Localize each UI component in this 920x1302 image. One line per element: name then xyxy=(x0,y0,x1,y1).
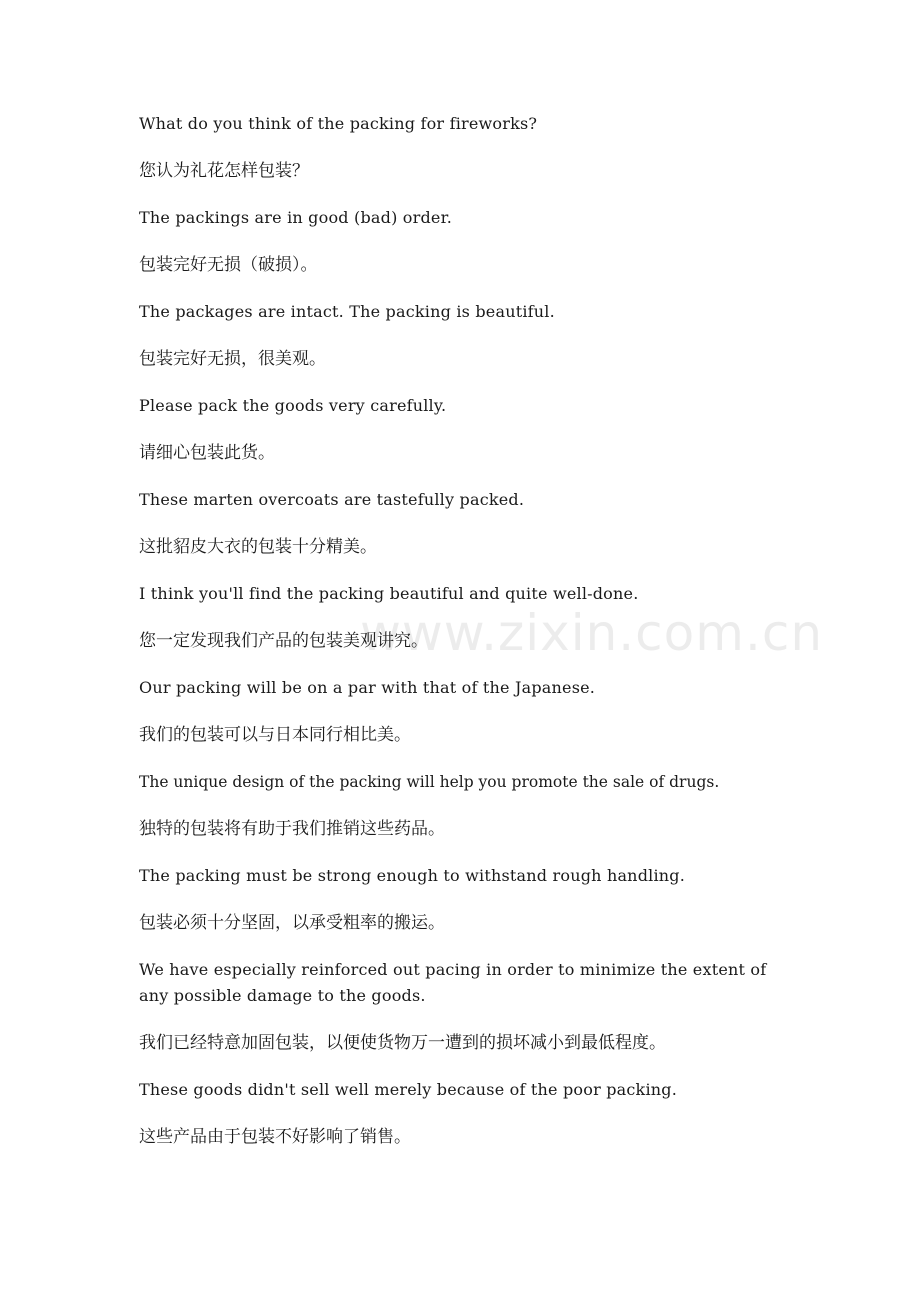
english-sentence: These marten overcoats are tastefully packed. xyxy=(139,490,525,509)
chinese-translation: 我们已经特意加固包装，以便使货物万一遭到的损坏减小到最低程度。 xyxy=(139,1033,666,1053)
watermark: www.zixin.com.cn xyxy=(360,604,824,662)
english-sentence: The unique design of the packing will help you promote the sale of drugs. xyxy=(139,773,720,791)
chinese-translation: 您一定发现我们产品的包装美观讲究。 xyxy=(139,631,428,651)
english-sentence: Our packing will be on a par with that of the Japanese. xyxy=(139,678,596,697)
english-sentence: The packing must be strong enough to withstand rough handling. xyxy=(139,866,686,885)
chinese-translation: 包装完好无损，很美观。 xyxy=(139,349,326,369)
chinese-translation: 我们的包装可以与日本同行相比美。 xyxy=(139,725,411,745)
chinese-translation: 包装必须十分坚固，以承受粗率的搬运。 xyxy=(139,913,445,933)
english-sentence: The packings are in good (bad) order. xyxy=(139,208,452,227)
english-sentence: Please pack the goods very carefully. xyxy=(139,396,447,415)
chinese-translation: 请细心包装此货。 xyxy=(139,443,275,463)
english-sentence: These goods didn't sell well merely because of the poor packing. xyxy=(139,1080,678,1099)
english-sentence: We have especially reinforced out pacing in order to minimize the extent of any possible damage to the goods. xyxy=(139,960,767,1005)
english-sentence: I think you'll find the packing beautiful and quite well-done. xyxy=(139,584,639,603)
chinese-translation: 这些产品由于包装不好影响了销售。 xyxy=(139,1127,411,1147)
english-sentence: The packages are intact. The packing is beautiful. xyxy=(139,302,555,321)
chinese-translation: 您认为礼花怎样包装？ xyxy=(139,161,309,181)
chinese-translation: 包装完好无损（破损）。 xyxy=(139,255,318,275)
chinese-translation: 这批貂皮大衣的包装十分精美。 xyxy=(139,537,377,557)
english-sentence: What do you think of the packing for fireworks? xyxy=(139,114,538,133)
document-body xyxy=(139,111,789,1171)
chinese-translation: 独特的包装将有助于我们推销这些药品。 xyxy=(139,819,445,839)
